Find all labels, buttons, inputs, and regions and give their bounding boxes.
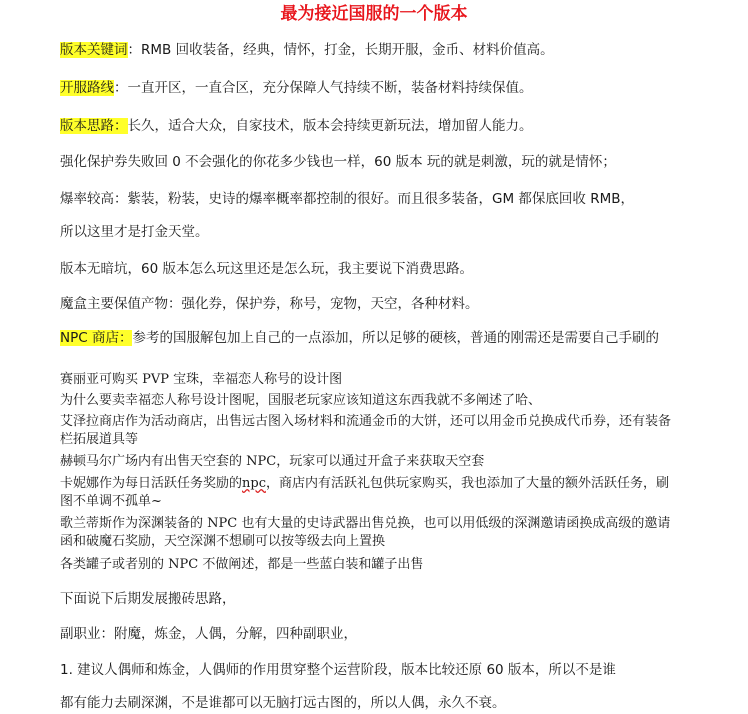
paragraph-sub-jobs: 副职业：附魔，炼金，人偶，分解，四种副职业， [60,626,357,642]
document-title: 最为接近国服的一个版本 [280,4,468,24]
paragraph-later-plan: 下面说下后期发展搬砖思路， [60,591,236,607]
idea-text: 长久，适合大众，自家技术，版本会持续更新玩法，增加留人能力。 [127,118,533,134]
idea-paragraph [60,117,680,136]
shop-line-azera: 艾泽拉商店作为活动商店，出售远古图入场材料和流通金币的大饼，还可以用金币兑换成代币券，还有装备栏拓展道具等 [60,414,672,447]
paragraph-magic-box: 魔盒主要保值产物：强化券，保护券，称号，宠物，天空，各种材料。 [60,296,479,312]
npc-shop-paragraph [60,329,680,348]
paragraph-gold-heaven: 所以这里才是打金天堂。 [60,224,209,240]
route-paragraph [60,79,680,98]
shop-line-kanina [60,475,680,511]
shop-line-jars: 各类罐子或者别的 NPC 不做阐述，都是一些蓝白装和罐子出售 [60,557,424,572]
shop-line-hendon: 赫顿马尔广场内有出售天空套的 NPC，玩家可以通过开盒子来获取天空套 [60,454,485,469]
npc-shop-text: 参考的国服解包加上自己的一点添加，所以足够的硬核，普通的刚需还是需要自己手刷的 [132,330,659,346]
keywords-label: 版本关键词 [60,42,128,58]
keywords-text: ：RMB 回收装备，经典，情怀，打金，长期开服，金币、材料价值高。 [127,42,554,58]
shop-line-seria: 赛丽亚可购买 PVP 宝珠，幸福恋人称号的设计图 [60,372,343,387]
paragraph-doll-forever: 都有能力去刷深渊，不是谁都可以无脑打远古图的，所以人偶，永久不衰。 [60,695,506,711]
paragraph-enhance: 强化保护券失败回 0 不会强化的你花多少钱也一样，60 版本 玩的就是刺激，玩的就是情怀； [60,154,616,170]
paragraph-droprate: 爆率较高：紫装，粉装，史诗的爆率概率都控制的很好。而且很多装备，GM 都保底回收 RMB， [60,191,634,207]
shop-line-grandis: 歌兰蒂斯作为深渊装备的 NPC 也有大量的史诗武器出售兑换，也可以用低级的深渊邀请函换成高级的邀请函和破魔石奖励，天空深渊不想刷可以按等级去向上置换 [60,516,671,549]
kanina-text-a: 卡妮娜作为每日活跃任务奖励的 [60,476,243,491]
npc-shop-label: NPC 商店： [60,330,133,346]
kanina-npc-word: npc [242,476,266,491]
route-text: ：一直开区，一直合区，充分保障人气持续不断，装备材料持续保值。 [114,80,533,96]
paragraph-no-traps: 版本无暗坑，60 版本怎么玩这里还是怎么玩，我主要说下消费思路。 [60,261,473,277]
paragraph-suggestion: 1. 建议人偶师和炼金，人偶师的作用贯穿整个运营阶段，版本比较还原 60 版本，所以不是谁 [60,662,616,678]
shop-line-design: 为什么要卖幸福恋人称号设计图呢，国服老玩家应该知道这东西我就不多阐述了哈、 [60,393,542,408]
route-label: 开服路线 [60,80,114,96]
keywords-paragraph [60,41,680,60]
idea-label: 版本思路： [60,118,128,134]
kanina-text-b: ，商店内有活跃礼包供玩家购买，我也添加了大量的额外活跃任务，刷图不单调不孤单~ [60,476,670,509]
